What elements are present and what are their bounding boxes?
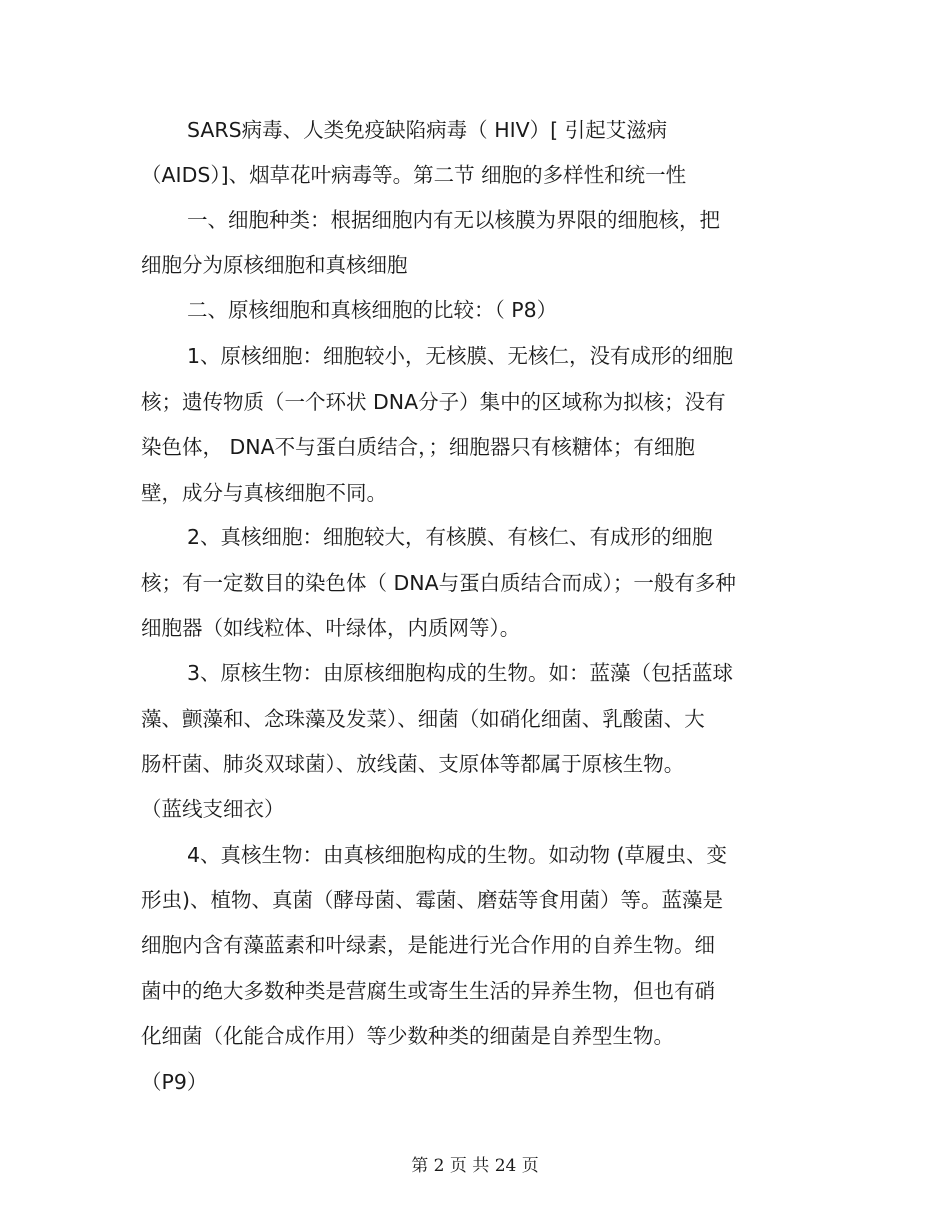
text-line: 化细菌（化能合成作用）等少数种类的细菌是自养型生物。 [141,1024,674,1048]
text-line: 核；有一定数目的染色体（ DNA与蛋白质结合而成）；一般有多种 [141,571,736,595]
text-line: 细胞内含有藻蓝素和叶绿素，是能进行光合作用的自养生物。细 [141,933,715,957]
text-line: 4、真核生物：由真核细胞构成的生物。如动物 (草履虫、变 [187,843,728,867]
text-line: 1、原核细胞：细胞较小，无核膜、无核仁，没有成形的细胞 [187,344,734,368]
page-number-footer: 第 2 页 共 24 页 [411,1156,539,1176]
text-line: 壁，成分与真核细胞不同。 [141,481,387,505]
text-line: 2、真核细胞：细胞较大，有核膜、有核仁、有成形的细胞 [187,525,713,549]
text-line: 形虫)、植物、真菌（酵母菌、霉菌、磨菇等食用菌）等。蓝藻是 [141,888,723,912]
text-line: 3、原核生物：由原核细胞构成的生物。如：蓝藻（包括蓝球 [187,661,734,685]
text-line: 肠杆菌、肺炎双球菌）、放线菌、支原体等都属于原核生物。 [141,752,685,776]
text-line: 细胞分为原核细胞和真核细胞 [141,253,408,277]
text-line: 一、细胞种类：根据细胞内有无以核膜为界限的细胞核，把 [187,208,720,232]
text-line: SARS病毒、人类免疫缺陷病毒（ HIV）[ 引起艾滋病 [187,118,668,142]
text-line: 细胞器（如线粒体、叶绿体，内质网等）。 [141,616,521,640]
text-line: （P9） [141,1070,208,1094]
text-line: 染色体， DNA不与蛋白质结合，；细胞器只有核糖体；有细胞 [141,435,695,459]
text-line: 菌中的绝大多数种类是营腐生或寄生生活的异养生物，但也有硝 [141,979,715,1003]
text-line: （蓝线支细衣） [141,797,285,821]
text-line: 藻、颤藻和、念珠藻及发菜）、细菌（如硝化细菌、乳酸菌、大 [141,707,705,731]
text-line: 核；遗传物质（一个环状 DNA分子）集中的区域称为拟核；没有 [141,390,726,414]
text-line: 二、原核细胞和真核细胞的比较：（ P8） [187,298,558,322]
text-line: （AIDS）]、烟草花叶病毒等。第二节 细胞的多样性和统一性 [141,163,687,187]
